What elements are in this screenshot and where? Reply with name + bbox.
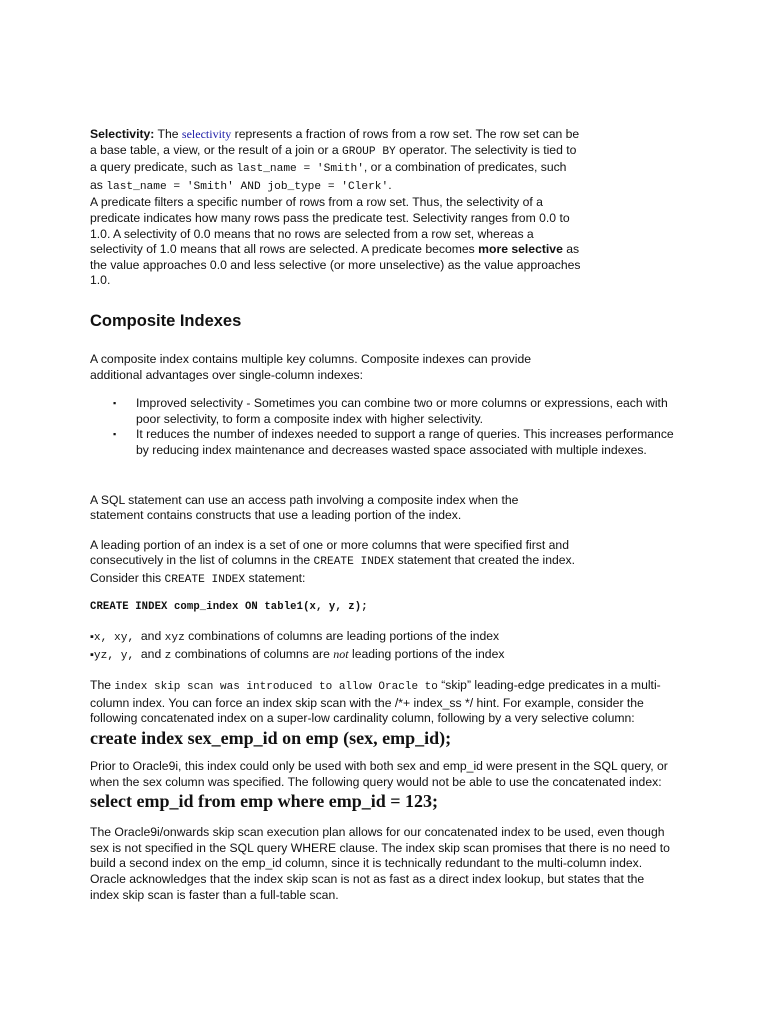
code-predicate-1: last_name = 'Smith': [236, 163, 364, 176]
text-run: .: [388, 177, 392, 192]
create-index-statement: CREATE INDEX comp_index ON table1(x, y, z);: [90, 601, 368, 614]
text-run: index skip scan was introduced to allow Oracle to: [114, 681, 438, 694]
selectivity-label: Selectivity:: [90, 127, 155, 141]
text-run: and: [140, 646, 165, 661]
code-run: yz, y,: [93, 649, 141, 662]
select-query-sql: select emp_id from emp where emp_id = 123;: [90, 791, 439, 812]
code-run: xyz: [164, 632, 185, 645]
access-path-paragraph: A SQL statement can use an access path involving a composite index when the statement contains constructs that use a leading portion of the index.: [90, 492, 519, 523]
code-create-index: CREATE INDEX: [164, 573, 246, 586]
skip-scan-paragraph: [90, 678, 675, 727]
text-run: and: [140, 629, 165, 644]
text-run: represents a fraction of rows from a row set. The row set can be a base table, a view, or the result of a join or a: [90, 127, 580, 157]
bullet-icon: ▪: [113, 398, 117, 409]
skip-scan-plan-paragraph: The Oracle9i/onwards skip scan execution plan allows for our concatenated index to be used, even though sex is not specified in the SQL query WHERE clause. The index skip scan promises that there is no need to build a second index on the emp_id column, since it is technically redundant to the multi-column index. Oracle acknowledges that the index skip scan is not as fast as a direct index lookup, but states that the index skip scan is faster than a full-table scan.: [90, 825, 670, 902]
code-run: z: [164, 649, 172, 662]
not-italic: not: [333, 646, 349, 661]
create-index-sql: create index sex_emp_id on emp (sex, emp_id);: [90, 728, 452, 749]
document-body: [90, 127, 680, 903]
bullet-icon: ▪: [90, 648, 94, 661]
text-run: A leading portion of an index is a set of one or more columns that were specified first and consecutively in the list of columns in the: [90, 537, 569, 568]
non-leading-combo-line: [90, 647, 680, 665]
bullet-icon: ▪: [90, 631, 94, 644]
text-run: combinations of columns are leading portions of the index: [184, 629, 500, 644]
bullet-icon: ▪: [113, 429, 117, 440]
composite-heading: Composite Indexes: [90, 311, 242, 330]
text-run: leading portions of the index: [348, 646, 505, 661]
text-run: A predicate filters a specific number of rows from a row set. Thus, the selectivity of a predicate indicates how many rows pass the predicate test. Selectivity ranges from 0.0 to 1.0. A selectivity of 0.0 means that no rows are selected from a row set, whereas a selectivity of 1.0 means that all rows are selected. A predicate becomes: [90, 195, 570, 257]
text-run: as the value approaches 0.0 and less selective (or more unselective) as the value approaches 1.0.: [90, 242, 581, 288]
bullet-text: Improved selectivity - Sometimes you can combine two or more columns or expressions, each with poor selectivity, to form a composite index with higher selectivity.: [136, 396, 668, 426]
composite-bullet-list: [90, 396, 680, 458]
text-run: operator. The selectivity is tied to a query predicate, such as: [90, 142, 577, 175]
more-selective-bold: more selective: [478, 242, 563, 257]
code-group-by: GROUP BY: [342, 145, 396, 158]
code-create-index: CREATE INDEX: [313, 556, 395, 569]
text-run: statement that created the index. Consider this: [90, 553, 576, 585]
text-run: The: [154, 127, 182, 141]
list-item: [90, 427, 680, 458]
text-run: The: [90, 678, 115, 693]
code-predicate-2: last_name = 'Smith' AND job_type = 'Clerk': [106, 180, 389, 193]
code-run: x, xy,: [93, 632, 141, 645]
list-item: [90, 396, 680, 427]
selectivity-paragraph: [90, 127, 582, 195]
text-run: , or a combination of predicates, such as: [90, 160, 567, 192]
leading-portion-paragraph: [90, 538, 580, 589]
predicate-paragraph: [90, 195, 582, 289]
selectivity-link[interactable]: selectivity: [181, 127, 232, 141]
leading-combo-line: [90, 629, 680, 647]
bullet-text: It reduces the number of indexes needed to support a range of queries. This increases performance by reducing index maintenance and decreases wasted space associated with multiple indexes.: [136, 427, 674, 457]
text-run: statement:: [245, 570, 306, 585]
text-run: “skip” leading-edge predicates in a multi-column index. You can force an index skip scan with the /*+ index_ss */ hint. For example, consider the following concatenated index on a super-low cardinality column, following by a very selective column:: [90, 678, 661, 726]
prior-oracle9i-paragraph: Prior to Oracle9i, this index could only be used with both sex and emp_id were present in the SQL query, or when the sex column was specified. The following query would not be able to use the concatenated index:: [90, 759, 668, 789]
composite-intro: A composite index contains multiple key columns. Composite indexes can provide additional advantages over single-column indexes:: [90, 351, 532, 382]
text-run: combinations of columns are: [171, 646, 334, 661]
